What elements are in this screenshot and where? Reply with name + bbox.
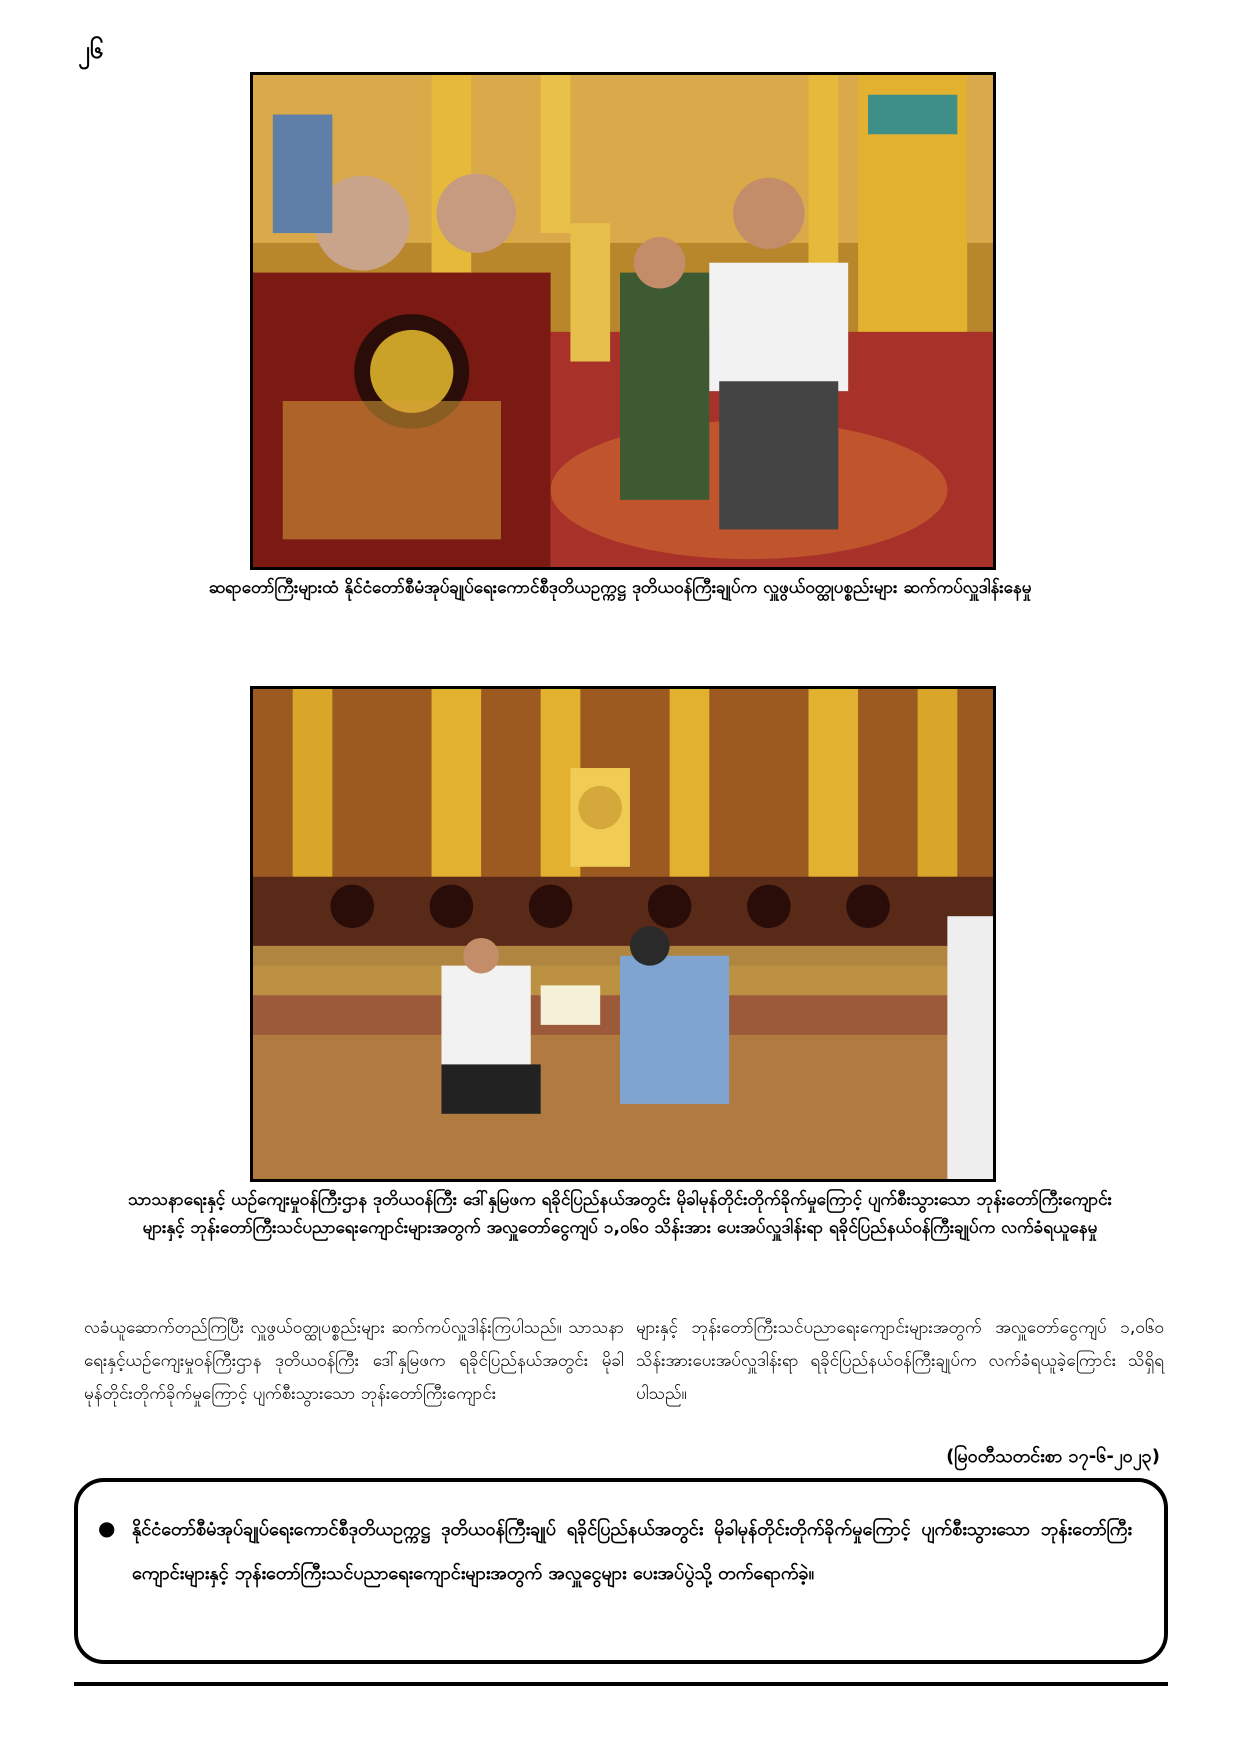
footer-rule xyxy=(74,1682,1168,1686)
photo-caption-2: သာသနာရေးနှင့် ယဉ်ကျေးမှုဝန်ကြီးဌာန ဒုတိယဝန်ကြီး ဒေါ်နှမြဖက ရခိုင်ပြည်နယ်အတွင်း မိုခါမုန်တိုင်းတိုက်ခိုက်မှုကြောင့် ပျက်စီးသွားသော ဘုန်းတော်ကြီးကျောင်းများနှင့် ဘုန်းတော်ကြီးသင်ပညာရေးကျောင်းများအတွက် အလှူတော်ငွေကျပ် ၁,၀၆၀ သိန်းအား ပေးအပ်လှူဒါန်းရာ ရခိုင်ပြည်နယ်ဝန်ကြီးချုပ်က လက်ခံရယူနေမှု xyxy=(128,1190,1112,1238)
photo-monks-offering-image xyxy=(253,75,993,567)
photo-hall-donation xyxy=(250,686,996,1182)
photo-monks-offering xyxy=(250,72,996,570)
body-text-right-column: များနှင့် ဘုန်းတော်ကြီးသင်ပညာရေးကျောင်းများအတွက် အလှူတော်ငွေကျပ် ၁,၀၆၀ သိန်းအားပေးအပ်လှူဒါန်းရာ ရခိုင်ပြည်နယ်ဝန်ကြီးချုပ်က လက်ခံရယူခဲ့ကြောင်း သိရှိရပါသည်။ xyxy=(636,1318,1164,1404)
news-source-citation: (မြဝတီသတင်းစာ ၁၇-၆-၂၀၂၃) xyxy=(946,1446,1160,1467)
photo-hall-donation-image xyxy=(253,689,993,1179)
body-text-left-column: လခံယူဆောက်တည်ကြပြီး လှူဖွယ်ဝတ္ထုပစ္စည်းများ ဆက်ကပ်လှူဒါန်းကြပါသည်။ သာသနာရေးနှင့်ယဉ်ကျေးမှုဝန်ကြီးဌာန ဒုတိယဝန်ကြီး ဒေါ်နှမြဖက ရခိုင်ပြည်နယ်အတွင်း မိုခါမုန်တိုင်းတိုက်ခိုက်မှုကြောင့် ပျက်စီးသွားသော ဘုန်းတော်ကြီးကျောင်း xyxy=(84,1318,624,1404)
photo-caption-1: ဆရာတော်ကြီးများထံ နိုင်ငံတော်စီမံအုပ်ချုပ်ရေးကောင်စီဒုတိယဥက္ကဋ္ဌ ဒုတိယဝန်ကြီးချုပ်က လှူဖွယ်ဝတ္ထုပစ္စည်းများ ဆက်ကပ်လှူဒါန်းနေမှု xyxy=(208,578,1032,598)
highlight-text: နိုင်ငံတော်စီမံအုပ်ချုပ်ရေးကောင်စီဒုတိယဥက္ကဋ္ဌ ဒုတိယဝန်ကြီးချုပ် ရခိုင်ပြည်နယ်အတွင်း မိုခါမုန်တိုင်းတိုက်ခိုက်မှုကြောင့် ပျက်စီးသွားသော ဘုန်းတော်ကြီးကျောင်းများနှင့် ဘုန်းတော်ကြီးသင်ပညာရေးကျောင်းများအတွက် အလှူငွေများ ပေးအပ်ပွဲသို့ တက်ရောက်ခဲ့။ xyxy=(132,1519,1132,1584)
page-number: ၂၆ xyxy=(78,36,104,64)
highlight-box xyxy=(74,1478,1168,1664)
bullet-icon: ● xyxy=(98,1516,116,1540)
